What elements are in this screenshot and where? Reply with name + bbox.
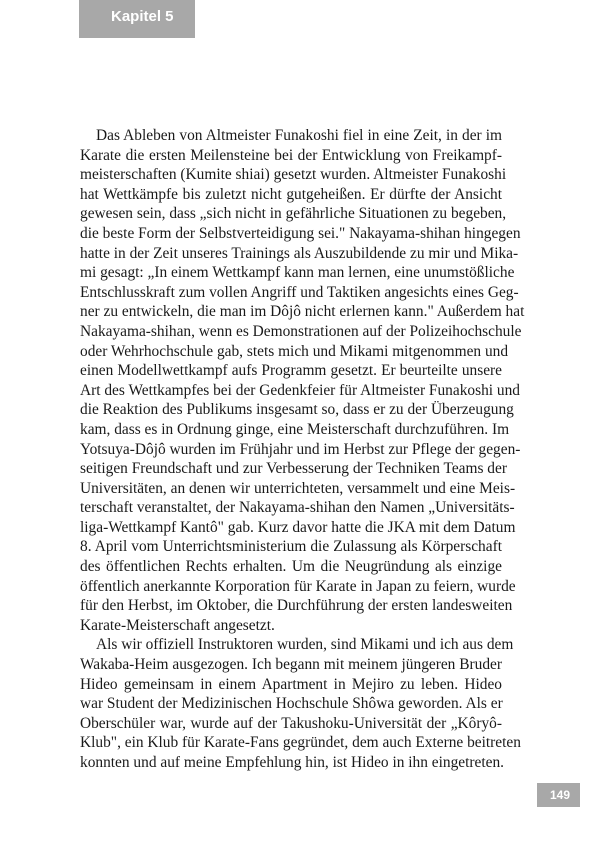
text-line: Das Ableben von Altmeister Funakoshi fiel in eine Zeit, in der im bbox=[96, 127, 502, 144]
text-line: kam, dass es in Ordnung ginge, eine Meisterschaft durchzuführen. Im bbox=[80, 420, 510, 438]
text-line: Art des Wettkampfes bei der Gedenkfeier für Altmeister Funakoshi und bbox=[80, 381, 520, 399]
text-line: konnten und auf meine Empfehlung hin, ist Hideo in ihn eingetreten. bbox=[80, 754, 505, 771]
text-line: 8. April vom Unterrichtsministerium die Zulassung als Körperschaft bbox=[80, 538, 502, 556]
text-line: war Student der Medizinischen Hochschule Shôwa geworden. Als er bbox=[80, 695, 503, 713]
paragraph-2 bbox=[80, 635, 521, 772]
text-line: Nakayama-shihan, wenn es Demonstrationen auf der Polizeihochschule bbox=[80, 322, 522, 340]
body-text bbox=[80, 126, 525, 773]
text-line: die beste Form der Selbstverteidigung sei." Nakayama-shihan hingegen bbox=[80, 224, 521, 242]
text-line: für den Herbst, im Oktober, die Durchführung der ersten landesweiten bbox=[80, 597, 513, 615]
text-line: terschaft veranstaltet, der Nakayama-shihan den Namen „Universitäts- bbox=[80, 499, 515, 517]
chapter-label: Kapitel 5 bbox=[111, 8, 174, 25]
text-line: liga-Wettkampf Kantô" gab. Kurz davor hatte die JKA mit dem Datum bbox=[80, 518, 516, 536]
text-line: Klub", ein Klub für Karate-Fans gegründet, dem auch Externe beitreten bbox=[80, 734, 521, 752]
chapter-tab bbox=[79, 0, 195, 38]
text-line: ner zu entwickeln, die man im Dôjô nicht erlernen kann." Außerdem hat bbox=[80, 303, 525, 321]
text-line: Als wir offiziell Instruktoren wurden, sind Mikami und ich aus dem bbox=[96, 636, 514, 654]
text-line: Entschlusskraft zum vollen Angriff und Taktiken angesichts eines Geg- bbox=[80, 283, 519, 301]
text-line: Universitäten, an denen wir unterrichteten, versammelt und eine Meis- bbox=[80, 479, 516, 497]
text-line: Wakaba-Heim ausgezogen. Ich begann mit meinem jüngeren Bruder bbox=[80, 656, 502, 674]
text-line: hat Wettkämpfe bis zuletzt nicht gutgeheißen. Er dürfte der Ansicht bbox=[80, 185, 502, 203]
text-line: hatte in der Zeit unseres Trainings als Auszubildende zu mir und Mika- bbox=[80, 244, 519, 262]
text-line: gewesen sein, dass „sich nicht in gefährliche Situationen zu begeben, bbox=[80, 205, 507, 223]
text-line: seitigen Freundschaft und zur Verbesserung der Techniken Teams der bbox=[80, 460, 507, 478]
text-line: Yotsuya-Dôjô wurden im Frühjahr und im Herbst zur Pflege der gegen- bbox=[80, 440, 521, 458]
text-line: Hideo gemeinsam in einem Apartment in Mejiro zu leben. Hideo bbox=[80, 675, 502, 693]
text-line: Karate-Meisterschaft angesetzt. bbox=[80, 616, 275, 634]
paragraph-1 bbox=[80, 126, 525, 635]
page-number-badge bbox=[537, 783, 580, 807]
text-line: mi gesagt: „In einem Wettkampf kann man lernen, eine unumstößliche bbox=[80, 264, 515, 282]
text-line: des öffentlichen Rechts erhalten. Um die Neugründung als einzige bbox=[80, 558, 502, 576]
page-number: 149 bbox=[550, 788, 571, 802]
text-line: oder Wehrhochschule gab, stets mich und Mikami mitgenommen und bbox=[80, 342, 509, 360]
text-line: einen Modellwettkampf aufs Programm gesetzt. Er beurteilte unsere bbox=[80, 362, 502, 380]
text-line: Karate die ersten Meilensteine bei der Entwicklung von Freikampf- bbox=[80, 146, 502, 164]
text-line: meisterschaften (Kumite shiai) gesetzt wurden. Altmeister Funakoshi bbox=[80, 166, 507, 184]
text-line: Oberschüler war, wurde auf der Takushoku-Universität der „Kôryô- bbox=[80, 714, 502, 732]
text-line: die Reaktion des Publikums insgesamt so, dass er zu der Überzeugung bbox=[80, 401, 514, 419]
text-line: öffentlich anerkannte Korporation für Karate in Japan zu feiern, wurde bbox=[80, 577, 516, 595]
